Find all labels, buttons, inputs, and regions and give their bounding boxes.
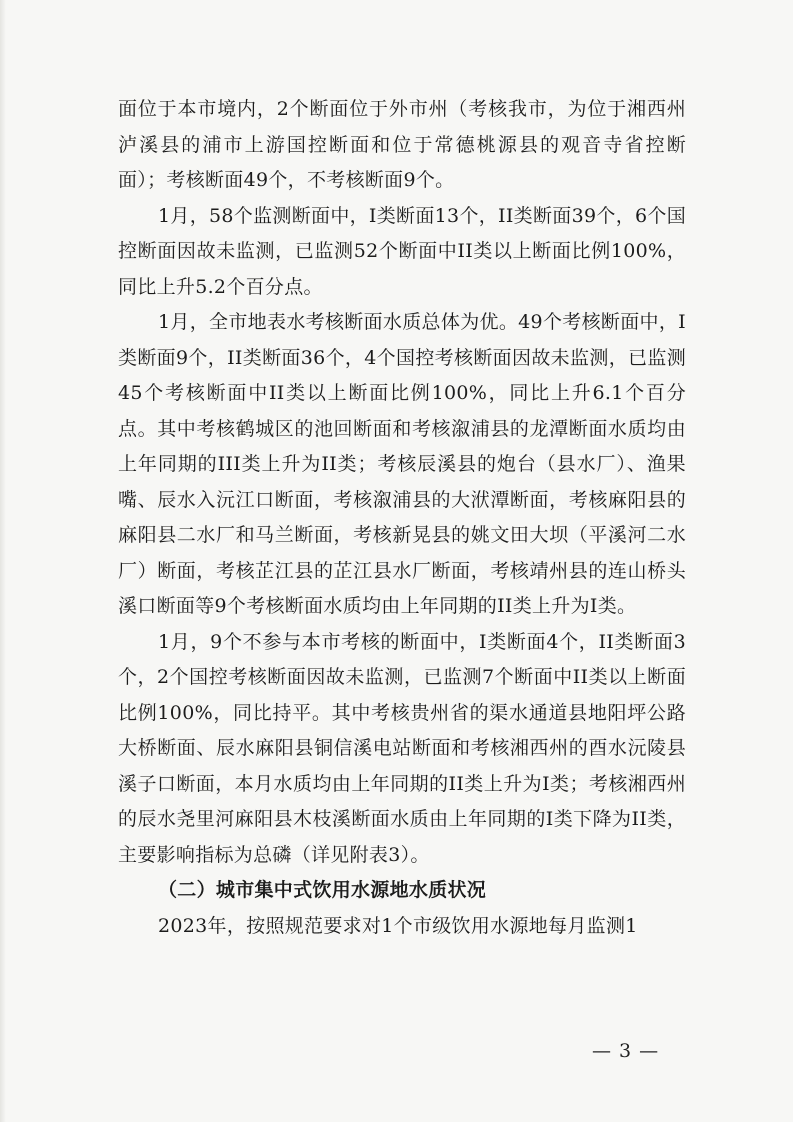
- paragraph-5: 2023年，按照规范要求对1个市级饮用水源地每月监测1: [158, 914, 638, 937]
- page-number: — 3 —: [592, 1040, 660, 1062]
- page-edge-shadow: [0, 0, 6, 1122]
- paragraph-4: 1月，9个不参与本市考核的断面中，I类断面4个，II类断面3个，2个国控考核断面因故未监测，已监测7个断面中II类以上断面比例100%，同比持平。其中考核贵州省的渠水通道县地阳坪公路大桥断面、辰水麻阳县铜信溪电站断面和考核湘西州的酉水沅陵县溪子口断面，本月水质均由上年同期的II类上升为I类；考核湘西州的辰水尧里河麻阳县木枝溪断面水质由上年同期的I类下降为II类，主要影响指标为总磷（详见附表3）。: [118, 630, 686, 866]
- paragraph-2: 1月，58个监测断面中，I类断面13个，II类断面39个，6个国控断面因故未监测，已监测52个断面中II类以上断面比例100%，同比上升5.2个百分点。: [118, 204, 686, 298]
- paragraph-3: 1月，全市地表水考核断面水质总体为优。49个考核断面中，I类断面9个，II类断面36个，4个国控考核断面因故未监测，已监测45个考核断面中II类以上断面比例100%，同比上升6.1个百分点。其中考核鹤城区的池回断面和考核溆浦县的龙潭断面水质均由上年同期的III类上升为II类；考核辰溪县的炮台（县水厂）、渔果嘴、辰水入沅江口断面，考核溆浦县的大洑潭断面，考核麻阳县的麻阳县二水厂和马兰断面，考核新晃县的姚文田大坝（平溪河二水厂）断面，考核芷江县的芷江县水厂断面，考核靖州县的连山桥头溪口断面等9个考核断面水质均由上年同期的II类上升为I类。: [118, 311, 686, 617]
- section-heading: （二）城市集中式饮用水源地水质状况: [158, 879, 487, 901]
- document-body: [118, 92, 686, 944]
- paragraph-1: 面位于本市境内，2个断面位于外市州（考核我市，为位于湘西州泸溪县的浦市上游国控断面和位于常德桃源县的观音寺省控断面）；考核断面49个，不考核断面9个。: [118, 98, 686, 191]
